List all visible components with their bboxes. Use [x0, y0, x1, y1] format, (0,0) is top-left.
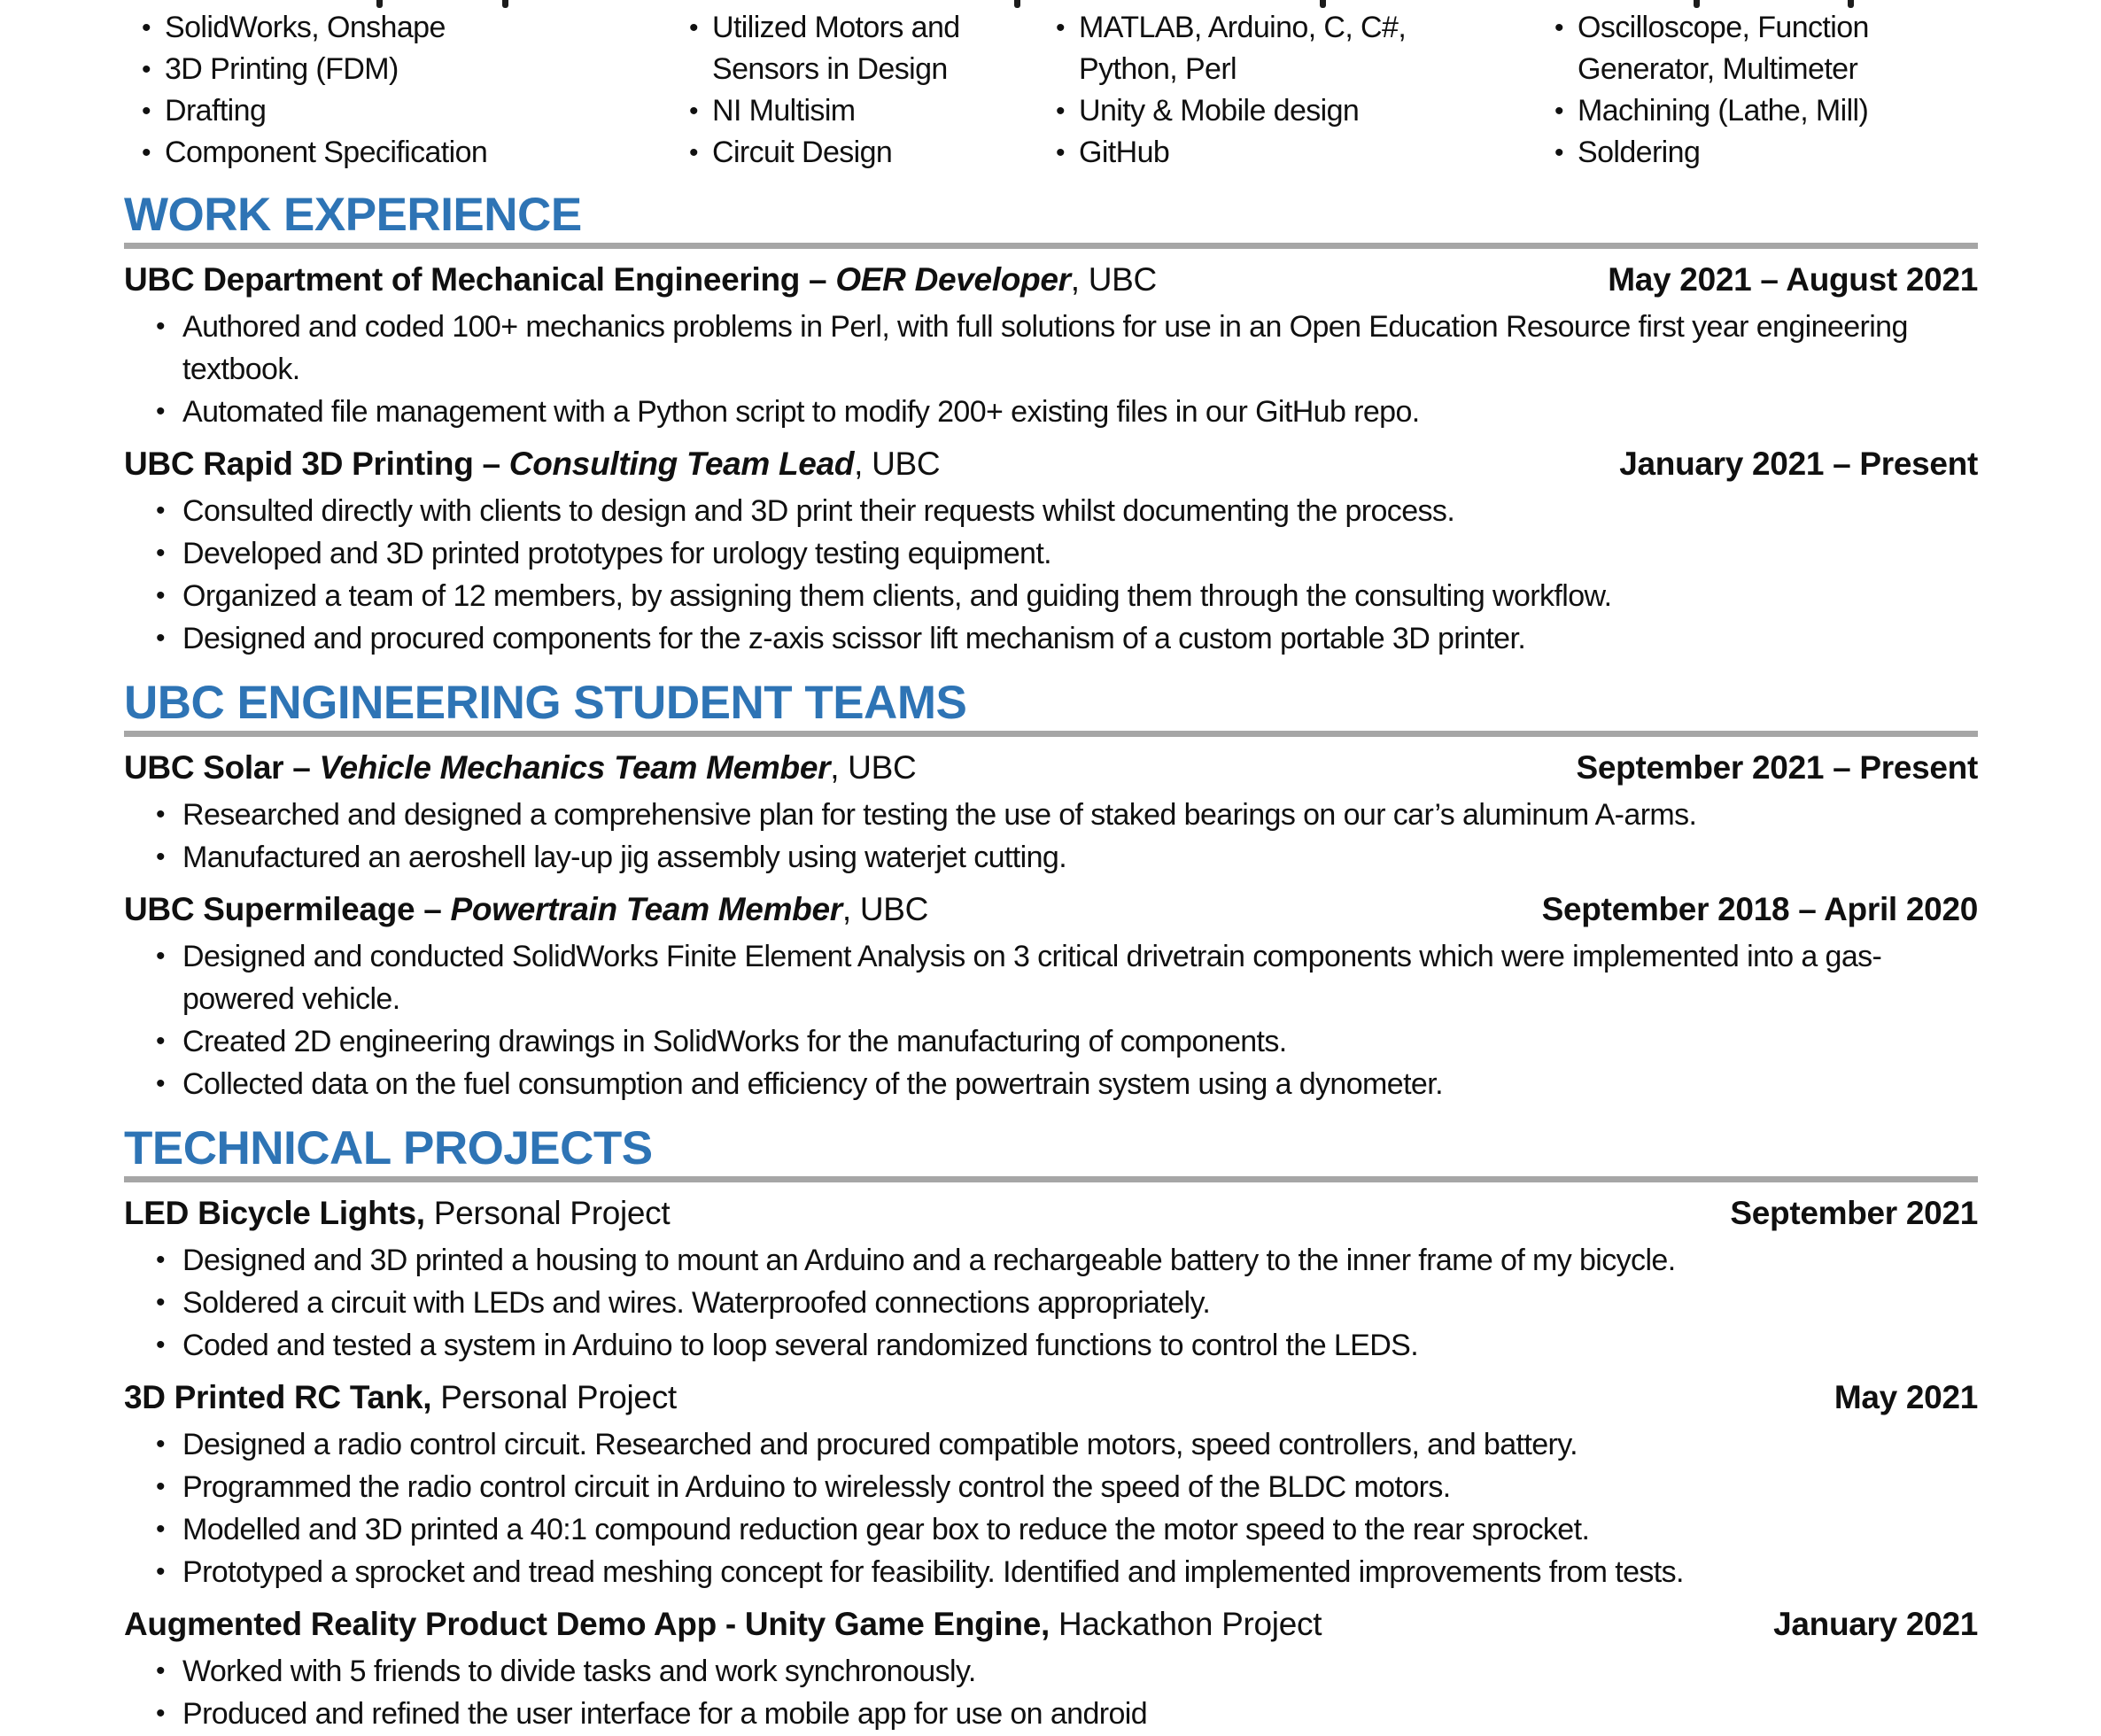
bullet-icon: •	[156, 1430, 165, 1459]
bullet-text: Researched and designed a comprehensive plan for testing the use of staked bearings on our car’s aluminum A-arms.	[182, 798, 1697, 832]
entry-title-segment: UBC Rapid 3D Printing –	[124, 446, 509, 482]
entry-header	[124, 887, 1978, 932]
bullet-item	[124, 1423, 1978, 1466]
section-heading-rule	[124, 243, 1978, 249]
bullet-icon: •	[1056, 13, 1065, 43]
resume-section	[124, 1123, 1978, 1735]
bullet-item	[124, 1650, 1978, 1693]
entry-header	[124, 1376, 1978, 1420]
bullet-text: Programmed the radio control circuit in Arduino to wirelessly control the speed of the BLDC motors.	[182, 1470, 1451, 1504]
skill-item	[1554, 90, 1971, 132]
entry-date: September 2018 – April 2020	[1541, 891, 1978, 927]
bullet-icon: •	[156, 1245, 165, 1275]
entry-title	[124, 887, 928, 932]
entry-date: May 2021 – August 2021	[1608, 261, 1978, 298]
bullet-text: Developed and 3D printed prototypes for urology testing equipment.	[182, 537, 1052, 570]
bullet-text: Organized a team of 12 members, by assigning them clients, and guiding them through the consulting workflow.	[182, 579, 1612, 613]
resume-sections	[124, 190, 1978, 1735]
section-heading: UBC ENGINEERING STUDENT TEAMS	[124, 677, 967, 729]
bullet-text: Designed and conducted SolidWorks Finite Element Analysis on 3 critical drivetrain components which were implemented into a gas-powered vehicle.	[182, 940, 1882, 1016]
bullet-icon: •	[689, 138, 698, 167]
bullet-icon: •	[142, 13, 151, 43]
entry-title-segment: Augmented Reality Product Demo App - Unity Game Engine,	[124, 1606, 1050, 1642]
bullet-icon: •	[156, 842, 165, 872]
bullet-icon: •	[156, 800, 165, 829]
entry-title-segment: Vehicle Mechanics Team Member	[319, 749, 831, 786]
skill-item	[1056, 132, 1490, 174]
entry-title-segment: Hackathon Project	[1049, 1606, 1322, 1642]
bullet-text: Consulted directly with clients to design and 3D print their requests whilst documenting the process.	[182, 494, 1455, 528]
entry-title	[124, 746, 916, 790]
entry-title-segment: Consulting Team Lead	[508, 446, 855, 482]
entry-header	[124, 1191, 1978, 1236]
skills-columns	[124, 0, 1978, 172]
skill-item	[1056, 7, 1490, 90]
bullet-icon: •	[156, 1288, 165, 1317]
bullet-icon: •	[156, 1069, 165, 1098]
bullet-text: Modelled and 3D printed a 40:1 compound reduction gear box to reduce the motor speed to the rear sprocket.	[182, 1513, 1590, 1546]
skill-item	[1554, 7, 1971, 90]
skill-item-label: Unity & Mobile design	[1079, 94, 1360, 128]
bullet-icon: •	[156, 1472, 165, 1501]
bullet-item	[124, 836, 1978, 879]
bullet-text: Automated file management with a Python script to modify 200+ existing files in our GitHub repo.	[182, 395, 1420, 429]
skill-item-label: Component Specification	[165, 136, 488, 169]
skill-item	[1056, 90, 1490, 132]
bullet-icon: •	[142, 55, 151, 84]
entry-title	[124, 1376, 677, 1420]
entry-title	[124, 1191, 670, 1236]
bullet-icon: •	[689, 97, 698, 126]
entry-title-segment: , UBC	[830, 749, 917, 786]
skill-item-label: 3D Printing (FDM)	[165, 52, 399, 86]
skill-item-label: Utilized Motors and Sensors in Design	[712, 11, 960, 86]
bullet-item	[124, 1282, 1978, 1324]
bullet-icon: •	[142, 138, 151, 167]
entry-header	[124, 258, 1978, 302]
bullet-text: Authored and coded 100+ mechanics problems in Perl, with full solutions for use in an Open Education Resource first year engineering textbook.	[182, 310, 1908, 386]
entry-title	[124, 258, 1157, 302]
skill-item-label: Drafting	[165, 94, 267, 128]
entry-title-segment: Personal Project	[424, 1195, 671, 1231]
entry-date: January 2021	[1773, 1606, 1978, 1642]
bullet-item	[124, 490, 1978, 532]
entry-date: January 2021 – Present	[1619, 446, 1978, 482]
bullet-item	[124, 575, 1978, 617]
skill-item-label: NI Multisim	[712, 94, 856, 128]
bullet-icon: •	[156, 581, 165, 610]
bullet-text: Designed and procured components for the z-axis scissor lift mechanism of a custom portable 3D printer.	[182, 622, 1526, 655]
bullet-text: Designed a radio control circuit. Researched and procured compatible motors, speed controllers, and battery.	[182, 1428, 1578, 1461]
entry-header	[124, 746, 1978, 790]
section-heading-rule	[124, 1176, 1978, 1182]
section-heading-rule	[124, 731, 1978, 737]
bullet-text: Created 2D engineering drawings in SolidWorks for the manufacturing of components.	[182, 1025, 1287, 1058]
entry-title-segment: 3D Printed RC Tank,	[124, 1379, 432, 1415]
skill-item-label: Circuit Design	[712, 136, 893, 169]
skill-item	[689, 7, 1061, 90]
entry-title-segment: OER Developer	[835, 261, 1071, 298]
bullet-text: Prototyped a sprocket and tread meshing concept for feasibility. Identified and implemented improvements from tests.	[182, 1555, 1684, 1589]
bullet-item	[124, 794, 1978, 836]
resume-content	[124, 0, 1978, 1735]
resume-section	[124, 678, 1978, 1105]
entry-title-segment: , UBC	[854, 446, 941, 482]
entry-header	[124, 442, 1978, 486]
skill-item-label: Oscilloscope, Function Generator, Multimeter	[1578, 11, 1869, 86]
skill-item	[142, 7, 673, 49]
bullet-item	[124, 1020, 1978, 1063]
bullet-icon: •	[156, 1557, 165, 1586]
skill-item-label: Machining (Lathe, Mill)	[1578, 94, 1869, 128]
bullet-item	[124, 1324, 1978, 1367]
bullet-icon: •	[156, 1027, 165, 1056]
bullet-icon: •	[1554, 138, 1563, 167]
entry-title-segment: , UBC	[1070, 261, 1157, 298]
bullet-item	[124, 532, 1978, 575]
entry-title-segment: UBC Solar –	[124, 749, 320, 786]
entry-date: September 2021	[1730, 1195, 1978, 1231]
entry-title-segment: Personal Project	[431, 1379, 677, 1415]
bullet-icon: •	[1056, 97, 1065, 126]
bullet-item	[124, 1508, 1978, 1551]
bullet-icon: •	[156, 1515, 165, 1544]
bullet-item	[124, 1239, 1978, 1282]
skill-item-label: MATLAB, Arduino, C, C#, Python, Perl	[1079, 11, 1407, 86]
entry-title-segment: , UBC	[841, 891, 929, 927]
bullet-text: Produced and refined the user interface for a mobile app for use on android	[182, 1697, 1148, 1731]
bullet-icon: •	[142, 97, 151, 126]
skills-column	[1554, 7, 1971, 174]
entry-date: September 2021 – Present	[1576, 749, 1978, 786]
section-heading: WORK EXPERIENCE	[124, 189, 582, 241]
skill-item-label: GitHub	[1079, 136, 1170, 169]
bullet-item	[124, 935, 1978, 1020]
bullet-icon: •	[156, 1656, 165, 1686]
entry-title	[124, 442, 940, 486]
bullet-item	[124, 1693, 1978, 1735]
bullet-icon: •	[156, 624, 165, 653]
bullet-text: Coded and tested a system in Arduino to loop several randomized functions to control the LEDS.	[182, 1329, 1419, 1362]
bullet-icon: •	[156, 312, 165, 341]
bullet-list	[124, 935, 1978, 1105]
skill-item-label: Soldering	[1578, 136, 1701, 169]
bullet-list	[124, 1423, 1978, 1593]
entry-title-segment: Powertrain Team Member	[450, 891, 842, 927]
entry-title-segment: LED Bicycle Lights,	[124, 1195, 425, 1231]
bullet-item	[124, 1063, 1978, 1105]
bullet-item	[124, 617, 1978, 660]
bullet-icon: •	[1554, 13, 1563, 43]
skill-item	[689, 90, 1061, 132]
skills-column	[689, 7, 1061, 174]
bullet-icon: •	[689, 13, 698, 43]
bullet-list	[124, 306, 1978, 433]
bullet-text: Worked with 5 friends to divide tasks and work synchronously.	[182, 1655, 976, 1688]
skills-column	[142, 7, 673, 174]
bullet-text: Manufactured an aeroshell lay-up jig assembly using waterjet cutting.	[182, 841, 1067, 874]
bullet-icon: •	[1056, 138, 1065, 167]
skills-column	[1056, 7, 1490, 174]
bullet-text: Designed and 3D printed a housing to mount an Arduino and a rechargeable battery to the inner frame of my bicycle.	[182, 1244, 1676, 1277]
entry-date: May 2021	[1834, 1379, 1978, 1415]
bullet-icon: •	[156, 1699, 165, 1728]
bullet-text: Collected data on the fuel consumption and efficiency of the powertrain system using a dynometer.	[182, 1067, 1443, 1101]
entry-title-segment: UBC Supermileage –	[124, 891, 451, 927]
bullet-item	[124, 1466, 1978, 1508]
skill-item	[689, 132, 1061, 174]
bullet-list	[124, 794, 1978, 879]
bullet-item	[124, 1551, 1978, 1593]
bullet-icon: •	[156, 1330, 165, 1360]
section-heading: TECHNICAL PROJECTS	[124, 1122, 653, 1174]
skill-item	[142, 132, 673, 174]
bullet-icon: •	[1554, 97, 1563, 126]
skill-item	[142, 49, 673, 90]
bullet-icon: •	[156, 397, 165, 426]
bullet-list	[124, 490, 1978, 660]
skill-item	[142, 90, 673, 132]
bullet-icon: •	[156, 496, 165, 525]
bullet-item	[124, 306, 1978, 391]
entry-header	[124, 1602, 1978, 1647]
bullet-text: Soldered a circuit with LEDs and wires. Waterproofed connections appropriately.	[182, 1286, 1211, 1320]
skill-item	[1554, 132, 1971, 174]
resume-section	[124, 190, 1978, 660]
bullet-item	[124, 391, 1978, 433]
skill-item-label: SolidWorks, Onshape	[165, 11, 446, 44]
bullet-list	[124, 1239, 1978, 1367]
bullet-icon: •	[156, 539, 165, 568]
bullet-list	[124, 1650, 1978, 1735]
entry-title	[124, 1602, 1322, 1647]
bullet-icon: •	[156, 942, 165, 971]
entry-title-segment: UBC Department of Mechanical Engineering –	[124, 261, 836, 298]
